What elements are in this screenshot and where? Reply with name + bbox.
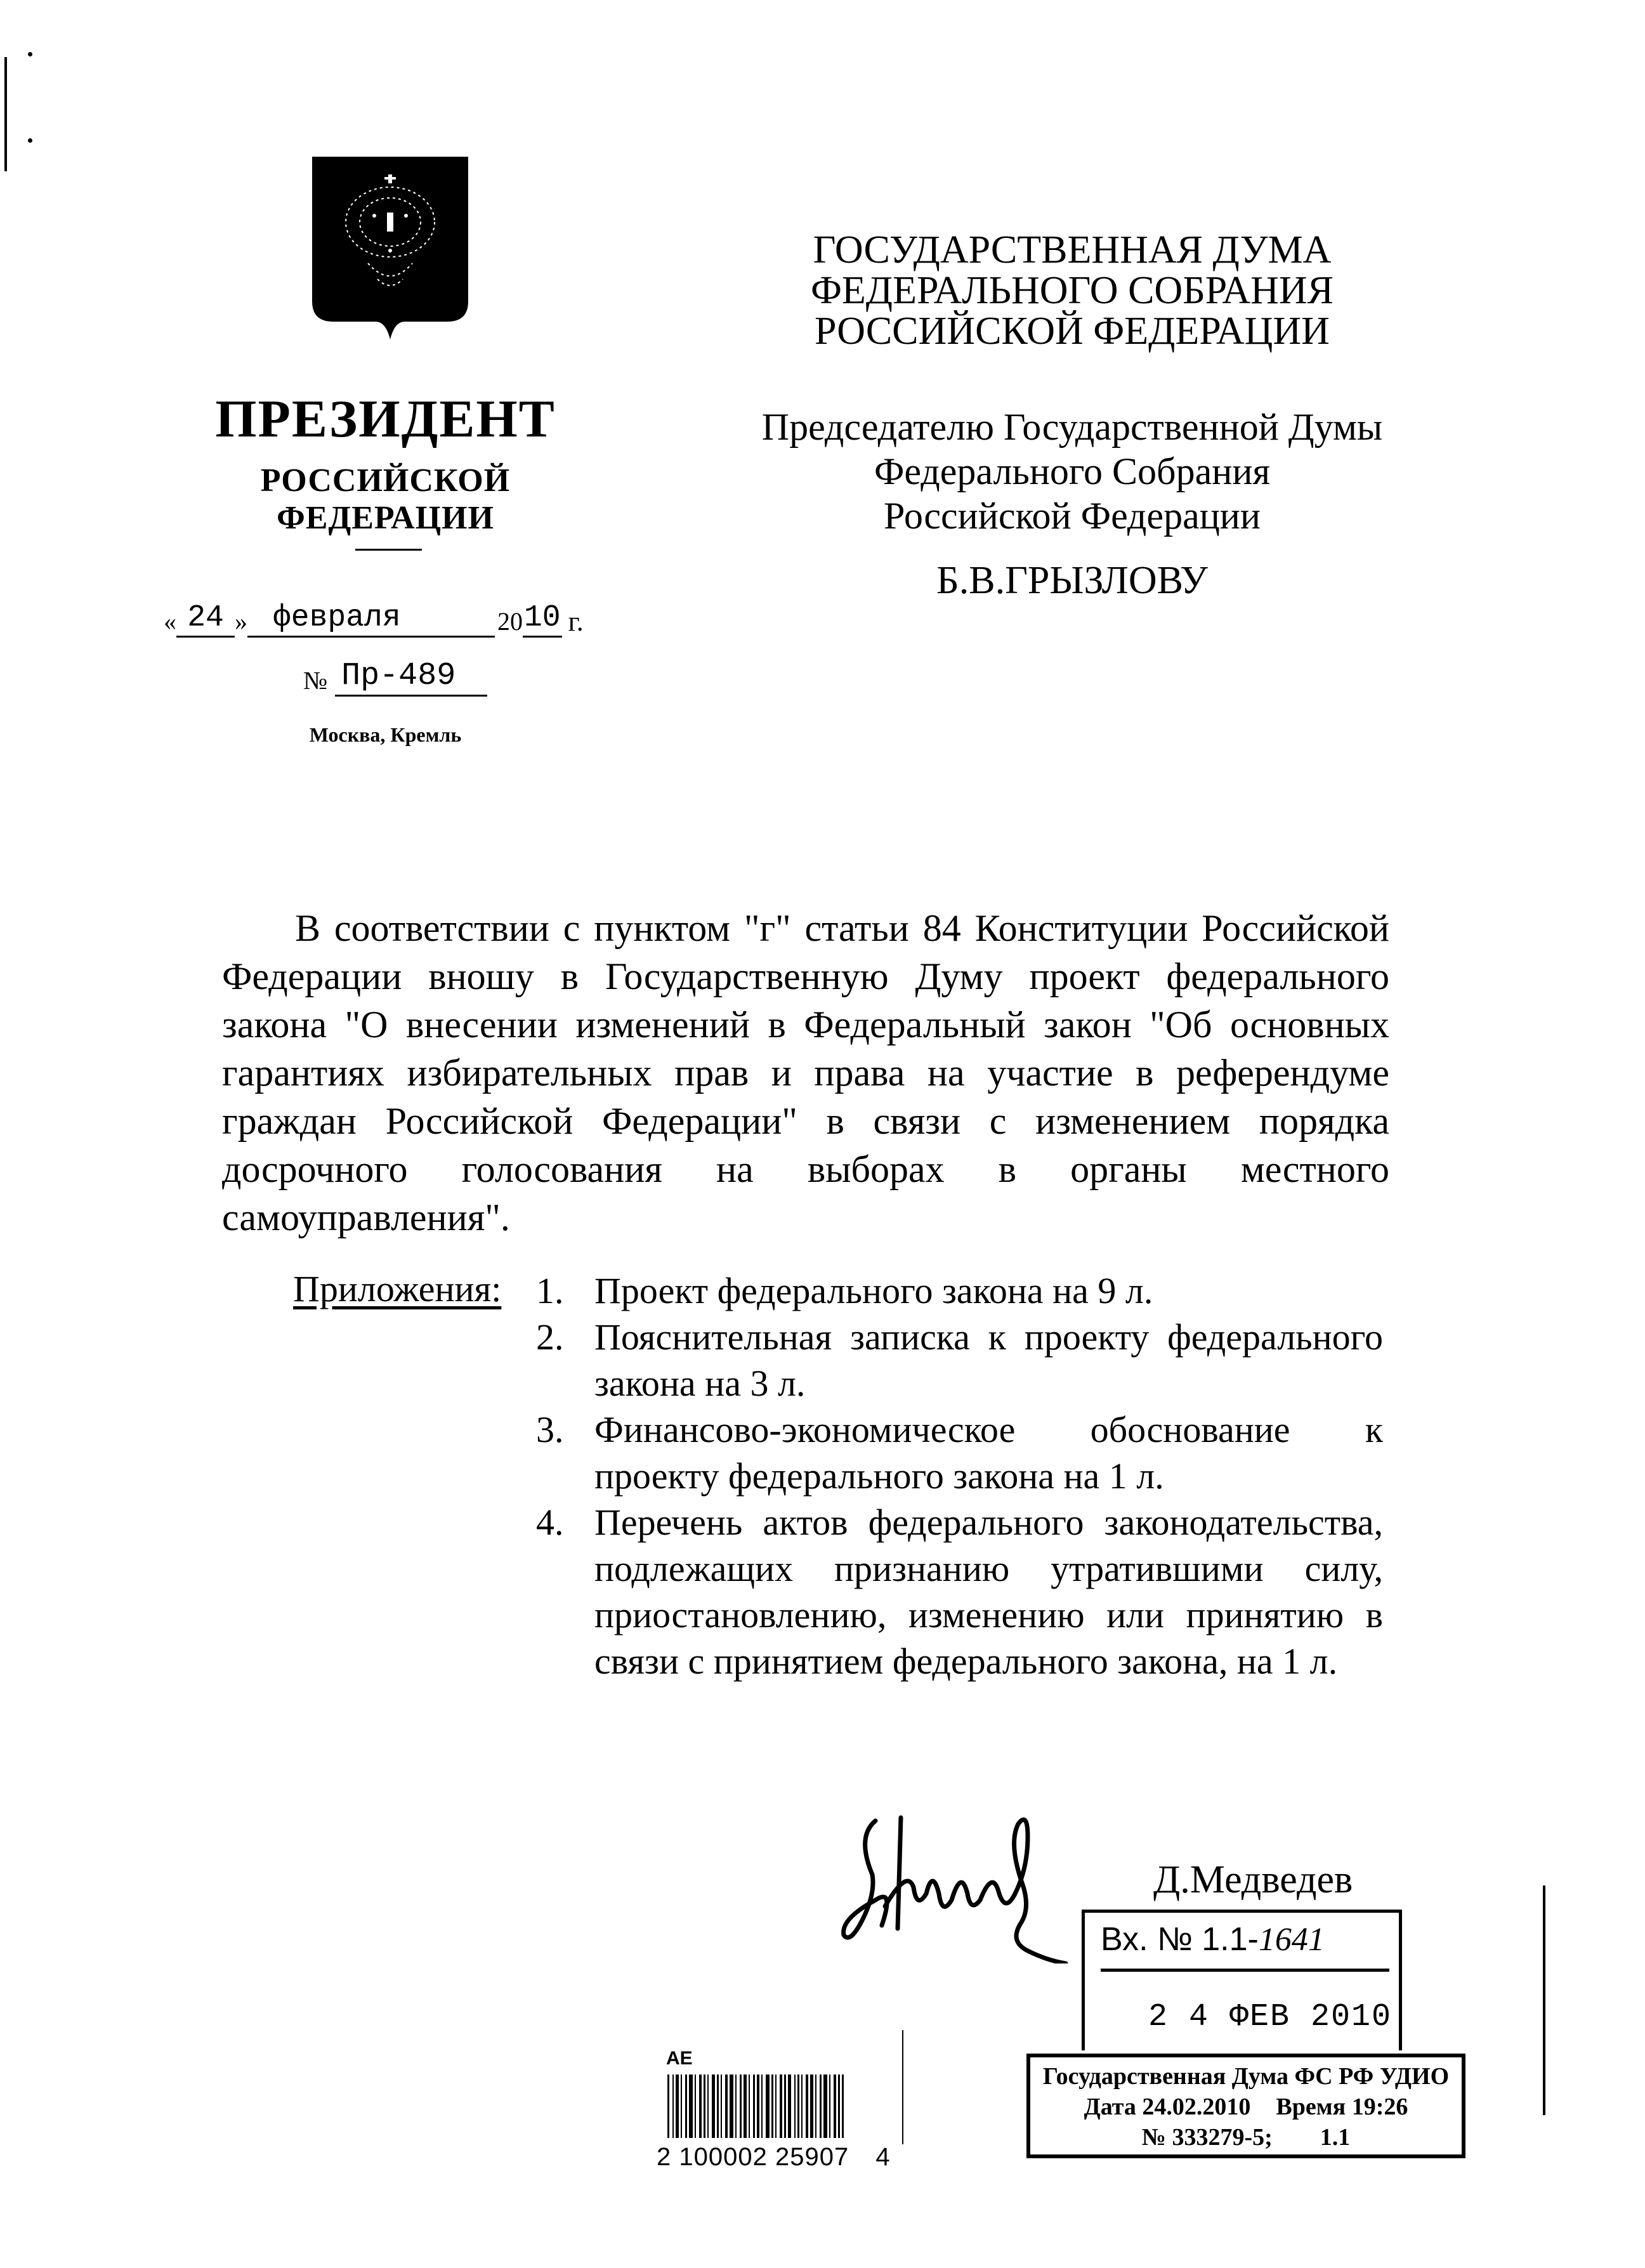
number-value: Пр-489 xyxy=(335,658,487,697)
barcode-bar xyxy=(766,2075,770,2138)
document-date xyxy=(164,593,646,638)
recipient-addressee xyxy=(730,405,1415,538)
registry-datetime xyxy=(1030,2092,1462,2122)
stamp-underline xyxy=(1101,1969,1389,1972)
scan-edge-line xyxy=(902,2030,903,2144)
attachment-item xyxy=(536,1314,1383,1406)
document-number xyxy=(303,652,487,697)
russian-coat-of-arms-icon xyxy=(311,155,469,346)
date-open-quote: « xyxy=(164,607,176,636)
attachment-item xyxy=(536,1268,1383,1314)
barcode-prefix: 2 xyxy=(657,2143,672,2171)
registry-number: 333279-5; xyxy=(1172,2124,1273,2151)
scan-edge-line-left xyxy=(4,57,7,171)
registry-section: 1.1 xyxy=(1320,2124,1351,2151)
incoming-registration-stamp xyxy=(1082,1910,1402,2050)
recipient-org-line: РОССИЙСКОЙ ФЕДЕРАЦИИ xyxy=(815,310,1330,353)
body-paragraph: В соответствии с пунктом "г" статьи 84 Конституции Российской Федерации вношу в Государственную Думу проект федерального закона "О внесении изменений в Федеральный закон "Об основных гарантиях избирательных прав и права на участие в референдуме граждан Российской Федерации" в связи с изменением порядка досрочного голосования на выборах в органы местного самоуправления". xyxy=(222,907,1389,1238)
registry-stamp xyxy=(1026,2054,1465,2158)
addressee-line: Федерального Собрания xyxy=(874,450,1271,492)
recipient-name: Б.В.ГРЫЗЛОВУ xyxy=(936,559,1208,602)
incoming-prefix: Вх. № xyxy=(1101,1921,1193,1958)
attachment-text: Пояснительная записка к проекту федерального закона на 3 л. xyxy=(594,1316,1383,1404)
barcode-bar xyxy=(834,2075,836,2138)
barcode-group2: 25907 xyxy=(775,2143,849,2171)
number-symbol: № xyxy=(303,666,328,695)
attachment-item xyxy=(536,1406,1383,1499)
barcode-bar xyxy=(761,2075,763,2138)
recipient-organization xyxy=(730,230,1415,351)
date-year-marker: г. xyxy=(568,606,584,637)
document-place: Москва, Кремль xyxy=(309,723,462,746)
barcode-bar xyxy=(704,2075,705,2138)
barcode-bar xyxy=(749,2075,750,2138)
barcode-group1: 100002 xyxy=(679,2143,768,2171)
attachments-label: Приложения: xyxy=(293,1268,502,1309)
barcode-bar xyxy=(810,2075,813,2138)
date-year-suffix: 10 xyxy=(523,600,562,638)
barcode-bar xyxy=(699,2075,702,2138)
attachments-list xyxy=(536,1268,1383,1684)
barcode-bar xyxy=(771,2075,773,2138)
attachment-number: 4. xyxy=(536,1502,564,1543)
incoming-handwritten-number: 1641 xyxy=(1258,1922,1325,1958)
barcode-bar xyxy=(806,2075,808,2138)
header-divider xyxy=(355,549,422,551)
date-month: февраля xyxy=(247,600,495,638)
scan-edge-line-right xyxy=(1543,1885,1545,2115)
sender-title: ПРЕЗИДЕНТ xyxy=(215,390,556,449)
registry-date-label: Дата xyxy=(1084,2094,1136,2120)
addressee-line: Российской Федерации xyxy=(883,495,1261,537)
scan-speck xyxy=(28,138,32,143)
barcode-bar xyxy=(672,2075,674,2138)
barcode-bar xyxy=(717,2075,719,2138)
attachment-number: 3. xyxy=(536,1409,564,1450)
attachment-number: 1. xyxy=(536,1270,564,1311)
barcode-bar xyxy=(744,2075,747,2138)
barcode-mark: АЕ xyxy=(666,2048,693,2069)
registry-number-label: № xyxy=(1141,2124,1166,2151)
barcode-bar xyxy=(780,2075,782,2138)
barcode-bar xyxy=(667,2075,669,2138)
sender-subtitle: РОССИЙСКОЙ ФЕДЕРАЦИИ xyxy=(260,462,511,536)
attachment-number: 2. xyxy=(536,1316,564,1358)
barcode-bar xyxy=(757,2075,759,2138)
attachment-text: Проект федерального закона на 9 л. xyxy=(594,1270,1153,1311)
barcode-bar xyxy=(735,2075,737,2138)
recipient-org-line: ГОСУДАРСТВЕННАЯ ДУМА xyxy=(813,228,1332,272)
barcode-bar xyxy=(788,2075,791,2138)
barcode-bar xyxy=(842,2075,844,2138)
registry-time: 19:26 xyxy=(1351,2094,1408,2120)
letter-body xyxy=(222,904,1389,1242)
barcode-bar xyxy=(721,2075,722,2138)
barcode-bar xyxy=(707,2075,709,2138)
attachment-text: Перечень актов федерального законодательства, подлежащих признанию утратившими силу, приостановлению, изменению или принятию в связи с принятием федерального закона, на 1 л. xyxy=(594,1502,1383,1682)
attachment-text: Финансово-экономическое обоснование к проекту федерального закона на 1 л. xyxy=(594,1409,1383,1497)
barcode-bar xyxy=(784,2075,786,2138)
barcode-bar xyxy=(794,2075,796,2138)
attachment-item xyxy=(536,1499,1383,1684)
barcode-bar xyxy=(815,2075,816,2138)
incoming-code: 1.1- xyxy=(1202,1921,1259,1958)
barcode-bar xyxy=(797,2075,799,2138)
barcode-bar xyxy=(676,2075,679,2138)
barcode-bar xyxy=(753,2075,755,2138)
date-year-prefix: 20 xyxy=(497,607,523,636)
addressee-line: Председателю Государственной Думы xyxy=(761,406,1383,448)
barcode-bar xyxy=(712,2075,715,2138)
signer-name: Д.Медведев xyxy=(1153,1858,1353,1901)
barcode-bar xyxy=(689,2075,693,2138)
barcode-icon xyxy=(667,2075,845,2138)
barcode-bar xyxy=(695,2075,696,2138)
barcode-bar xyxy=(685,2075,687,2138)
incoming-date: 2 4 ФЕВ 2010 xyxy=(1148,1999,1393,2035)
barcode-number xyxy=(657,2143,891,2172)
incoming-number xyxy=(1101,1920,1325,1958)
barcode-bar xyxy=(820,2075,822,2138)
date-close-quote: » xyxy=(235,607,247,636)
registry-date: 24.02.2010 xyxy=(1142,2094,1251,2120)
barcode-bar xyxy=(730,2075,733,2138)
barcode-bar xyxy=(801,2075,803,2138)
barcode-bar xyxy=(740,2075,742,2138)
registry-time-label: Время xyxy=(1276,2094,1346,2120)
barcode-bar xyxy=(829,2075,830,2138)
recipient-org-line: ФЕДЕРАЛЬНОГО СОБРАНИЯ xyxy=(810,269,1334,312)
date-day: 24 xyxy=(176,600,235,638)
barcode-bar xyxy=(823,2075,827,2138)
registry-org: Государственная Дума ФС РФ УДИО xyxy=(1042,2063,1450,2090)
barcode-bar xyxy=(838,2075,840,2138)
registry-number-line xyxy=(1030,2122,1462,2153)
barcode-check: 4 xyxy=(875,2143,891,2171)
barcode-bar xyxy=(681,2075,682,2138)
barcode-bar xyxy=(775,2075,777,2138)
scan-speck xyxy=(28,52,32,56)
barcode-bar xyxy=(725,2075,728,2138)
